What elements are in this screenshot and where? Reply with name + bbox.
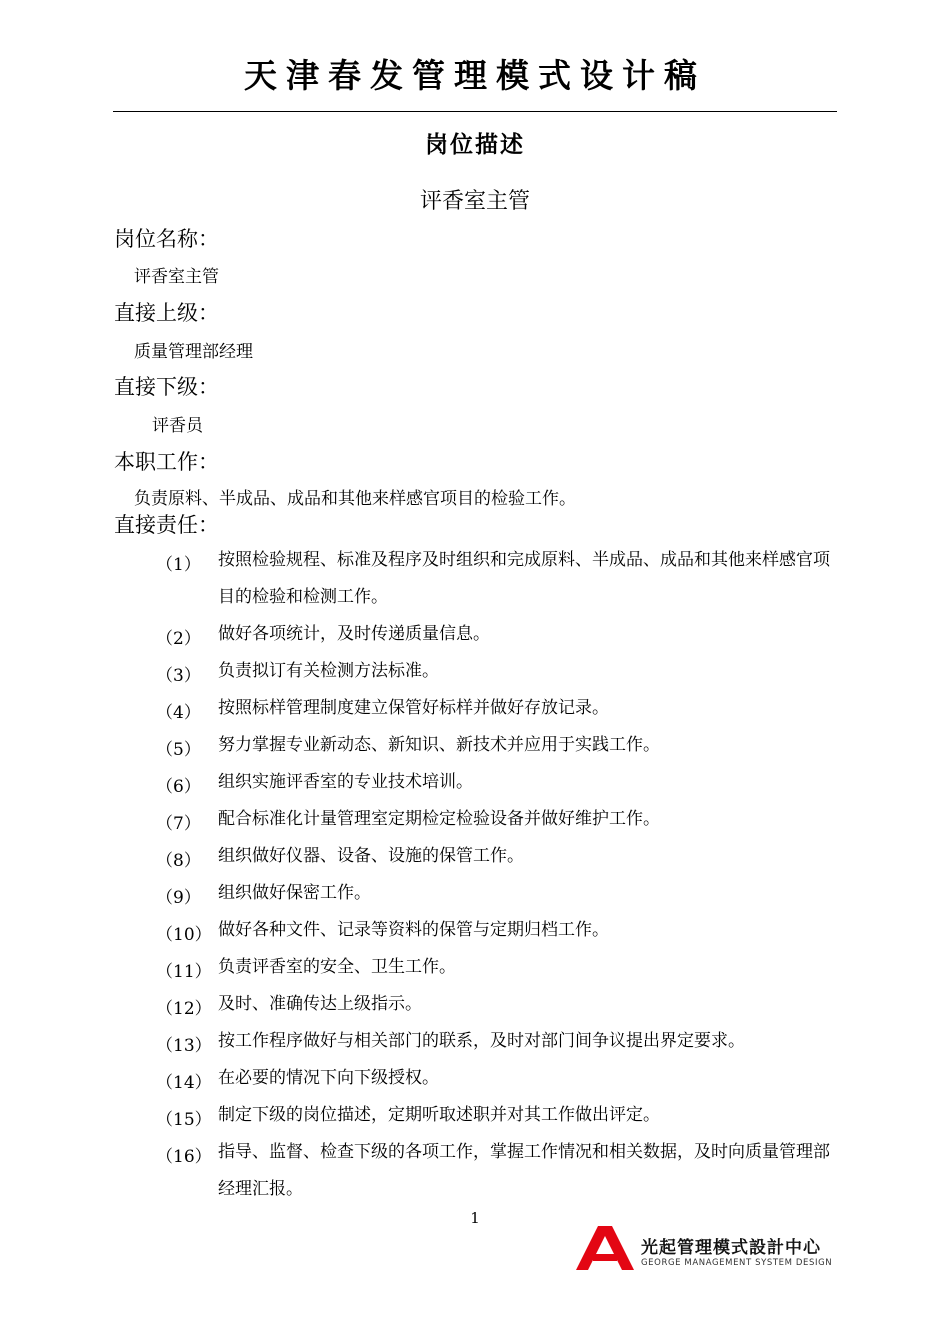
responsibility-text: 做好各项统计，及时传递质量信息。 [218,624,490,644]
responsibility-number: （15） [156,1110,212,1130]
responsibility-text: 负责评香室的安全、卫生工作。 [218,957,456,977]
primary-duty-value: 负责原料、半成品、成品和其他来样感官项目的检验工作。 [134,489,576,509]
responsibility-text: 组织做好保密工作。 [218,883,371,903]
responsibility-text: 按照标样管理制度建立保管好标样并做好存放记录。 [218,698,609,718]
position-name-value: 评香室主管 [134,267,219,287]
document-type-heading: 岗位描述 [425,132,525,158]
responsibilities-label: 直接责任： [114,513,219,537]
responsibility-number: （16） [156,1147,212,1167]
responsibility-number: （13） [156,1036,212,1056]
responsibility-text: 在必要的情况下向下级授权。 [218,1068,439,1088]
direct-subordinate-label: 直接下级： [114,375,219,399]
document-header-title: 天津春发管理模式设计稿 [244,56,706,95]
direct-superior-label: 直接上级： [114,301,219,325]
job-title-heading: 评香室主管 [419,189,530,214]
responsibility-number: （2） [156,629,201,649]
responsibility-number: （5） [156,740,201,760]
direct-superior-value: 质量管理部经理 [134,342,253,362]
responsibility-text: 及时、准确传达上级指示。 [218,994,422,1014]
primary-duty-label: 本职工作： [114,450,219,474]
responsibility-number: （4） [156,703,201,723]
responsibility-text: 制定下级的岗位描述，定期听取述职并对其工作做出评定。 [218,1105,660,1125]
page-number: 1 [470,1209,480,1227]
responsibility-text: 按照检验规程、标准及程序及时组织和完成原料、半成品、成品和其他来样感官项目的检验和检测工作。 [218,550,830,607]
responsibility-number: （14） [156,1073,212,1093]
responsibility-number: （3） [156,666,201,686]
position-name-label: 岗位名称： [114,227,219,251]
responsibility-text: 配合标准化计量管理室定期检定检验设备并做好维护工作。 [218,809,660,829]
logo-mark-icon [576,1226,634,1270]
responsibility-number: （7） [156,814,201,834]
responsibility-number: （9） [156,888,201,908]
logo-a-shape [576,1226,634,1270]
responsibility-text: 组织做好仪器、设备、设施的保管工作。 [218,846,524,866]
logo-text-cn: 光起管理模式設計中心 [641,1238,821,1258]
responsibility-number: （11） [156,962,212,982]
responsibility-text: 负责拟订有关检测方法标准。 [218,661,439,681]
responsibility-number: （1） [156,555,201,575]
responsibility-number: （12） [156,999,212,1019]
header-divider [113,111,837,112]
responsibility-text: 按工作程序做好与相关部门的联系，及时对部门间争议提出界定要求。 [218,1031,745,1051]
logo-text-en: GEORGE MANAGEMENT SYSTEM DESIGN [641,1258,833,1268]
responsibility-number: （6） [156,777,201,797]
responsibility-text: 做好各种文件、记录等资料的保管与定期归档工作。 [218,920,609,940]
responsibility-text: 组织实施评香室的专业技术培训。 [218,772,473,792]
direct-subordinate-value: 评香员 [152,416,203,436]
responsibility-text: 指导、监督、检查下级的各项工作，掌握工作情况和相关数据，及时向质量管理部经理汇报。 [218,1142,830,1199]
responsibility-text: 努力掌握专业新动态、新知识、新技术并应用于实践工作。 [218,735,660,755]
responsibility-number: （10） [156,925,212,945]
responsibility-number: （8） [156,851,201,871]
